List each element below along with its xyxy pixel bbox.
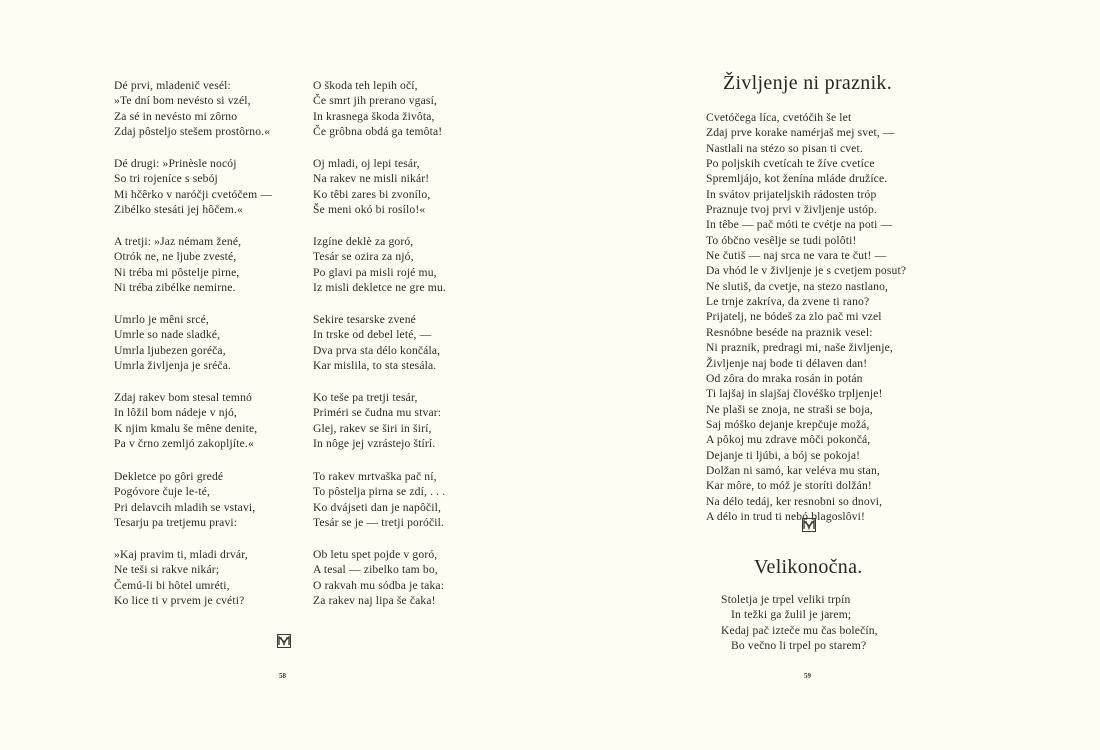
verse-line: Ne čutiš — naj srca ne vara te čut! — bbox=[706, 249, 887, 263]
verse-line: Za sé in nevésto mi zôrno bbox=[114, 109, 238, 123]
verse-line: Oj mladi, oj lepi tesár, bbox=[313, 157, 420, 170]
col2-stanza-5 bbox=[313, 390, 441, 452]
verse-line: In têbe — pač móti te cvétje na poti — bbox=[706, 218, 893, 232]
verse-line: Le trnje zakríva, da zvene ti rano? bbox=[706, 295, 870, 309]
verse-line: In lôžil bom nádeje v njó, bbox=[114, 406, 238, 420]
verse-line: O škoda teh lepih očí, bbox=[313, 79, 418, 92]
verse-line: Umrle so nade sladké, bbox=[114, 328, 221, 342]
verse-line: Ni tréba zibélke nemirne. bbox=[114, 281, 236, 295]
verse-line: Ne slutiš, da cvetje, na stezo nastlano, bbox=[706, 279, 889, 293]
verse-line: Izgíne deklè za goró, bbox=[313, 235, 414, 248]
verse-line: Na délo tedáj, ker resnobni so dnovi, bbox=[706, 494, 883, 508]
verse-line: Ko teše pa tretji tesár, bbox=[313, 391, 418, 404]
verse-line: O rakvah mu sódba je taka: bbox=[313, 578, 445, 592]
verse-line: Dé drugi: »Prinèsle nocój bbox=[114, 157, 237, 170]
verse-line: So tri rojeníce s sebój bbox=[114, 172, 218, 186]
verse-line: Kar mislila, to sta stesála. bbox=[313, 359, 437, 373]
poem-title: Življenje ni praznik. bbox=[723, 72, 893, 94]
verse-line: Pogóvore čuje le-té, bbox=[114, 485, 211, 499]
verse-line: To óbčno vesêlje se tudi polôti! bbox=[706, 233, 857, 247]
verse-line: Zdaj rakev bom stesal temnó bbox=[114, 391, 252, 404]
verse-line: Če grôbna obdá ga temôta! bbox=[313, 125, 443, 139]
right-page bbox=[550, 0, 1100, 750]
verse-line: Na rakev ne misli nikár! bbox=[313, 172, 430, 186]
verse-line: A délo in trud ti nebó blagoslôvi! bbox=[706, 509, 866, 523]
verse-line: Umrlo je mêni srcé, bbox=[114, 313, 209, 326]
poem-body-zivljenje bbox=[706, 110, 906, 524]
col1-stanza-5 bbox=[114, 390, 257, 452]
col2-stanza-6 bbox=[313, 469, 445, 531]
verse-line: Da vhód le v življenje je s cvetjem posut? bbox=[706, 264, 907, 278]
verse-line: Ne plaši se znoja, ne straši se boja, bbox=[706, 402, 873, 416]
verse-line: In trske od debel leté, — bbox=[313, 328, 432, 342]
verse-line: Prijatelj, ne bódeš za zlo pač mi vzel bbox=[706, 310, 882, 324]
col1-stanza-6 bbox=[114, 469, 255, 531]
verse-line: Za rakev naj lipa še čaka! bbox=[313, 594, 436, 608]
verse-line: Zibélko stesáti jej hôčem.« bbox=[114, 203, 243, 217]
poem-title: Velikonočna. bbox=[754, 556, 863, 578]
verse-line: Saj móško dejanje krepčuje možá, bbox=[706, 417, 870, 431]
verse-line: To rakev mrtvaška pač ní, bbox=[313, 470, 437, 483]
verse-line: Ni tréba mi pôstelje pirne, bbox=[114, 265, 240, 279]
verse-line: Če smrt jih prerano vgasí, bbox=[313, 94, 437, 108]
verse-line: Spremljájo, kot ženína mláde družíce. bbox=[706, 172, 888, 186]
verse-line: A tesal — zibelko tam bo, bbox=[313, 563, 438, 577]
verse-line: Ob letu spet pojde v goró, bbox=[313, 548, 438, 561]
verse-line: Dejanje ti ljúbi, a bój se pokoja! bbox=[706, 448, 861, 462]
verse-line: Mi hčêrko v naróčji cvetóčem — bbox=[114, 187, 273, 201]
verse-line: Otrók ne, ne ljube zvesté, bbox=[114, 250, 237, 264]
col2-stanza-3 bbox=[313, 234, 446, 296]
verse-line: Dva prva sta délo končála, bbox=[313, 343, 441, 357]
verse-line: Čemú-li bi hôtel umréti, bbox=[114, 578, 230, 592]
col2-stanza-7 bbox=[313, 547, 444, 609]
verse-line: Ko dvájseti dan je napôčil, bbox=[313, 500, 442, 514]
verse-line: Življenje naj bode ti délaven dan! bbox=[706, 356, 868, 370]
verse-line: Sekire tesarske zvené bbox=[313, 313, 416, 326]
col2-stanza-1 bbox=[313, 78, 442, 140]
col2-stanza-2 bbox=[313, 156, 430, 218]
col1-stanza-2 bbox=[114, 156, 272, 218]
verse-line: Resnóbne beséde na praznik vesel: bbox=[706, 325, 873, 339]
verse-line: Ko lice ti v prvem je cvéti? bbox=[114, 594, 245, 608]
verse-line: Kedaj pač izteče mu čas bolečín, bbox=[721, 623, 878, 637]
col1-stanza-3 bbox=[114, 234, 241, 296]
verse-line: Ni praznik, predragi mi, naše življenje, bbox=[706, 341, 893, 355]
verse-line: Dolžan ni samó, kar veléva mu stan, bbox=[706, 463, 880, 477]
poem-body-velikonocna bbox=[721, 592, 878, 653]
page-number: 59 bbox=[804, 672, 811, 680]
col1-stanza-4 bbox=[114, 312, 231, 374]
vignette-monogram-icon bbox=[277, 634, 291, 648]
verse-line: Nastlali na stézo so pisan ti cvet. bbox=[706, 141, 863, 155]
verse-line: Zdaj prve korake namérjaš mej svet, — bbox=[706, 126, 895, 140]
verse-line: Glej, rakev se širi in širí, bbox=[313, 421, 432, 435]
vignette-monogram-icon bbox=[802, 518, 816, 532]
verse-line: Dekletce po gôri gredé bbox=[114, 470, 224, 483]
verse-line: Še meni okó bi rosílo!« bbox=[313, 203, 426, 217]
verse-line: To pôstelja pirna se zdí, . . . bbox=[313, 485, 446, 499]
verse-line: In krasnega škoda živôta, bbox=[313, 109, 435, 123]
col1-stanza-1 bbox=[114, 78, 270, 140]
col2-stanza-4 bbox=[313, 312, 440, 374]
col1-stanza-7 bbox=[114, 547, 248, 609]
verse-line: Ko têbi zares bi zvonílo, bbox=[313, 187, 431, 201]
verse-line: »Te dní bom nevésto si vzél, bbox=[114, 94, 251, 108]
verse-line: Tesár se ozira za njó, bbox=[313, 250, 414, 264]
verse-line: A pôkoj mu zdrave môči pokončá, bbox=[706, 433, 871, 447]
verse-line: In nôge jej vzrástejo štírí. bbox=[313, 437, 436, 451]
verse-line: Praznuje tvoj prvi v življenje ustóp. bbox=[706, 203, 878, 217]
verse-line: Iz misli dekletce ne gre mu. bbox=[313, 281, 446, 295]
verse-line: Ne teši si rakve nikár; bbox=[114, 563, 220, 577]
verse-line: A tretji: »Jaz némam žené, bbox=[114, 235, 242, 248]
verse-line: Umrla življenja je sréča. bbox=[114, 359, 232, 373]
verse-line: Po poljskih cvetícah te žíve cvetíce bbox=[706, 157, 875, 171]
verse-line: Po glavi pa misli rojé mu, bbox=[313, 265, 437, 279]
verse-line: Pa v črno zemljó zakopljíte.« bbox=[114, 437, 254, 451]
verse-line: Dé prvi, mladenič vesél: bbox=[114, 79, 231, 92]
verse-line: K njim kmalu še mêne denite, bbox=[114, 421, 258, 435]
page-number: 58 bbox=[279, 672, 286, 680]
verse-line: Zdaj pôsteljo stešem prostôrno.« bbox=[114, 125, 271, 139]
verse-line: Tesarju pa tretjemu pravi: bbox=[114, 516, 238, 530]
verse-line: Umrla ljubezen goréča, bbox=[114, 343, 226, 357]
verse-line: In svátov prijateljskih rádosten tróp bbox=[706, 187, 877, 201]
verse-line: Ti lajšaj in slajšaj človéško trpljenje! bbox=[706, 387, 883, 401]
verse-line: Bo večno li trpel po starem? bbox=[731, 639, 867, 653]
verse-line: Pri delavcih mladih se vstavi, bbox=[114, 500, 256, 514]
verse-line: »Kaj pravim ti, mladi drvár, bbox=[114, 548, 248, 561]
verse-line: Stoletja je trpel veliki trpín bbox=[721, 593, 851, 606]
verse-line: Tesár se je — tretji poróčil. bbox=[313, 516, 445, 530]
verse-line: Od zôra do mraka rosán in potán bbox=[706, 371, 863, 385]
verse-line: Priméri se čudna mu stvar: bbox=[313, 406, 442, 420]
verse-line: Kar môre, to móž je storíti dolžán! bbox=[706, 479, 872, 493]
verse-line: In težki ga žulil je jarem; bbox=[731, 608, 852, 622]
verse-line: Cvetóčega líca, cvetóčih še let bbox=[706, 111, 852, 124]
